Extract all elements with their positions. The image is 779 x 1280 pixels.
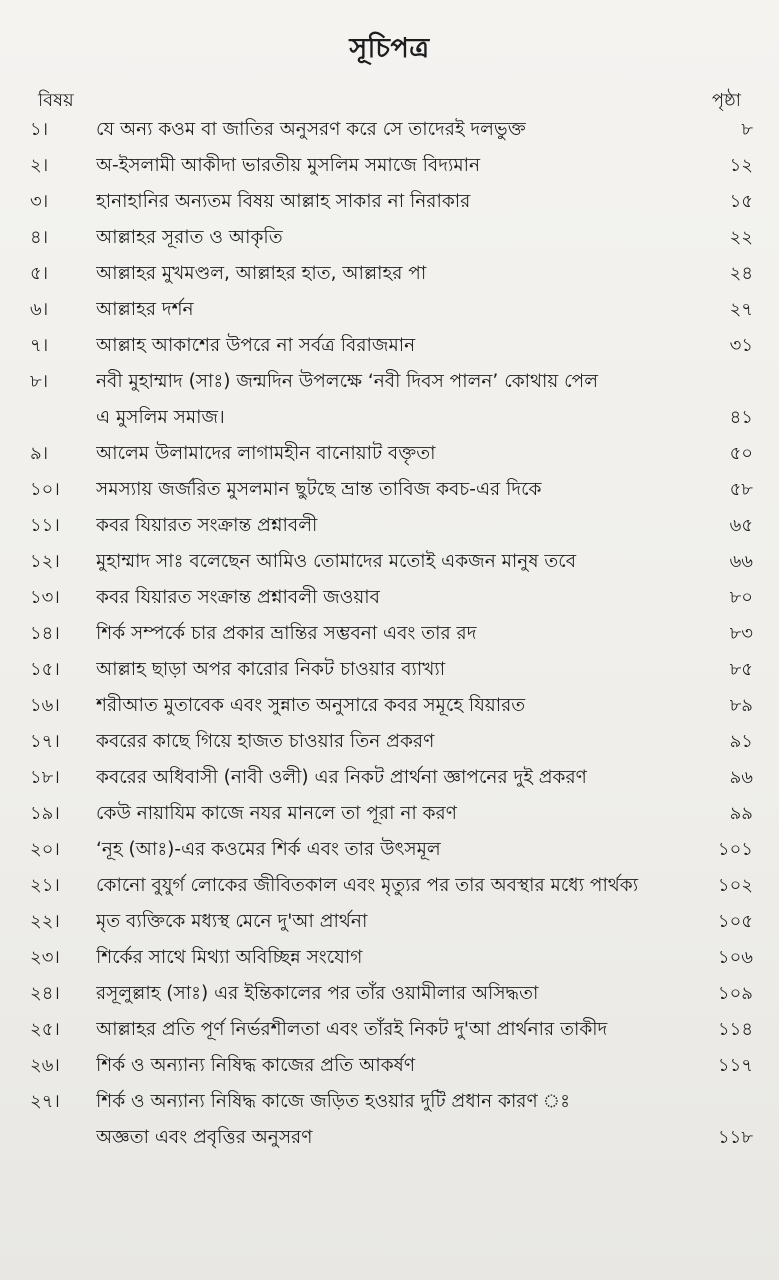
toc-entry-page-number: ৯৯: [729, 803, 753, 824]
toc-entry-title: আল্লাহর সূরাত ও আকৃতি: [96, 227, 283, 248]
toc-entry-page-number: ১০২: [717, 875, 753, 896]
toc-entry-page-number: ১০৫: [717, 911, 753, 932]
toc-entry-title: শরীআত মুতাবেক এবং সুন্নাত অনুসারে কবর সমূহে যিয়ারত: [96, 695, 526, 716]
toc-entry: [0, 472, 779, 508]
toc-entry-page-number: ১১৮: [717, 1127, 753, 1148]
toc-entry: [0, 976, 779, 1012]
toc-entry: [0, 688, 779, 724]
toc-entry: [0, 904, 779, 940]
toc-entry-title: হানাহানির অন্যতম বিষয় আল্লাহ সাকার না নিরাকার: [96, 191, 471, 212]
toc-entry-number: ১৫।: [30, 659, 60, 680]
toc-entry-title-continued: এ মুসলিম সমাজ।: [96, 407, 225, 428]
toc-entry-title: রসূলুল্লাহ (সাঃ) এর ইন্তিকালের পর তাঁর ওয়ামীলার অসিদ্ধতা: [96, 983, 539, 1004]
toc-entry: [0, 148, 779, 184]
toc-entry-page-number: ৪১: [729, 407, 753, 428]
toc-entry: [0, 580, 779, 616]
toc-entry-number: ২১।: [30, 875, 60, 896]
toc-entry-title-continued: অজ্ঞতা এবং প্রবৃত্তির অনুসরণ: [96, 1127, 313, 1148]
toc-entry: [0, 724, 779, 760]
toc-entry: [0, 328, 779, 364]
toc-entry-number: ১৭।: [30, 731, 60, 752]
toc-entry: [0, 364, 779, 436]
toc-entry-page-number: ১০৬: [717, 947, 753, 968]
toc-entry: [0, 112, 779, 148]
toc-entry-page-number: ৮: [741, 119, 753, 140]
toc-entry-number: ২৫।: [30, 1019, 60, 1040]
toc-entry-number: ১৯।: [30, 803, 60, 824]
toc-entry-title: নবী মুহাম্মাদ (সাঃ) জন্মদিন উপলক্ষে ‘নবী দিবস পালন’ কোথায় পেল: [96, 371, 598, 392]
toc-entry-title: অ-ইসলামী আকীদা ভারতীয় মুসলিম সমাজে বিদ্যমান: [96, 155, 480, 176]
toc-entry-page-number: ৩১: [729, 335, 753, 356]
toc-entry: [0, 508, 779, 544]
toc-entry-title: মুহাম্মাদ সাঃ বলেছেন আমিও তোমাদের মতোই একজন মানুষ তবে: [96, 551, 577, 572]
toc-entry-title: সমস্যায় জর্জরিত মুসলমান ছুটছে ভ্রান্ত তাবিজ কবচ-এর দিকে: [96, 479, 542, 500]
toc-entry: [0, 292, 779, 328]
toc-entry-page-number: ১১৭: [717, 1055, 753, 1076]
toc-entry-page-number: ১০৯: [717, 983, 753, 1004]
toc-entry-number: ৫।: [30, 263, 49, 284]
toc-entry-page-number: ১১৪: [717, 1019, 753, 1040]
toc-entry: [0, 1084, 779, 1156]
toc-entry-title: শির্ক ও অন্যান্য নিষিদ্ধ কাজে জড়িত হওয়ার দুটি প্রধান কারণ ঃ: [96, 1091, 570, 1112]
toc-entry-number: ২৬।: [30, 1055, 60, 1076]
toc-entry-title: শির্ক সম্পর্কে চার প্রকার ভ্রান্তির সম্ভবনা এবং তার রদ: [96, 623, 477, 644]
toc-entry-page-number: ২২: [729, 227, 753, 248]
toc-entry-number: ১।: [30, 119, 49, 140]
toc-entry-number: ১৬।: [30, 695, 60, 716]
toc-entry-number: ৯।: [30, 443, 49, 464]
toc-entry-number: ৬।: [30, 299, 49, 320]
toc-entry-title: ‘নূহ (আঃ)-এর কওমের শির্ক এবং তার উৎসমূল: [96, 839, 441, 860]
toc-entry-number: ২৭।: [30, 1091, 60, 1112]
toc-entry: [0, 940, 779, 976]
toc-entry-title: কবরের অধিবাসী (নাবী ওলী) এর নিকট প্রার্থনা জ্ঞাপনের দুই প্রকরণ: [96, 767, 587, 788]
toc-entry: [0, 220, 779, 256]
toc-entry-number: ১৮।: [30, 767, 60, 788]
toc-entry-title: কোনো বুযুর্গ লোকের জীবিতকাল এবং মৃত্যুর পর তার অবস্থার মধ্যে পার্থক্য: [96, 875, 639, 896]
toc-entry-page-number: ৬৫: [729, 515, 753, 536]
column-header-subject: বিষয়: [38, 90, 74, 111]
toc-entry-title: আল্লাহর প্রতি পূর্ণ নির্ভরশীলতা এবং তাঁরই নিকট দু'আ প্রার্থনার তাকীদ: [96, 1019, 608, 1040]
toc-entry-number: ১২।: [30, 551, 60, 572]
toc-entry-title: আল্লাহ ছাড়া অপর কারোর নিকট চাওয়ার ব্যাখ্যা: [96, 659, 446, 680]
toc-entry-title: আল্লাহর দর্শন: [96, 299, 194, 320]
toc-entry: [0, 256, 779, 292]
toc-entry-page-number: ১২: [729, 155, 753, 176]
toc-entry-title: আলেম উলামাদের লাগামহীন বানোয়াট বক্তৃতা: [96, 443, 436, 464]
toc-entry-number: ২০।: [30, 839, 60, 860]
toc-entry-number: ২৩।: [30, 947, 60, 968]
toc-entry-title: যে অন্য কওম বা জাতির অনুসরণ করে সে তাদেরই দলভুক্ত: [96, 119, 526, 140]
toc-entry: [0, 760, 779, 796]
column-header-page: পৃষ্ঠা: [711, 90, 741, 111]
toc-entry-number: ৭।: [30, 335, 49, 356]
toc-entry-title: শির্কের সাথে মিথ্যা অবিচ্ছিন্ন সংযোগ: [96, 947, 363, 968]
toc-entry: [0, 616, 779, 652]
toc-entry-number: ৮।: [30, 371, 49, 392]
page-title: সূচিপত্র: [349, 33, 430, 64]
toc-entry-number: ৩।: [30, 191, 49, 212]
toc-entry-page-number: ২৪: [729, 263, 753, 284]
toc-entry-number: ১১।: [30, 515, 60, 536]
toc-entry: [0, 544, 779, 580]
toc-entry: [0, 652, 779, 688]
toc-entry-number: ২৪।: [30, 983, 60, 1004]
toc-entry-title: আল্লাহর মুখমণ্ডল, আল্লাহর হাত, আল্লাহর পা: [96, 263, 427, 284]
toc-entry-title: কেউ নায়াযিম কাজে নযর মানলে তা পূরা না করণ: [96, 803, 457, 824]
toc-entry-title: মৃত ব্যক্তিকে মধ্যস্থ মেনে দু'আ প্রার্থনা: [96, 911, 368, 932]
toc-entry-title: শির্ক ও অন্যান্য নিষিদ্ধ কাজের প্রতি আকর্ষণ: [96, 1055, 416, 1076]
toc-entry-page-number: ৫০: [729, 443, 753, 464]
toc-entry-page-number: ৮০: [729, 587, 753, 608]
toc-entry-number: ২।: [30, 155, 49, 176]
toc-entry-title: কবরের কাছে গিয়ে হাজত চাওয়ার তিন প্রকরণ: [96, 731, 435, 752]
toc-entry: [0, 1048, 779, 1084]
toc-entry-page-number: ৮৯: [729, 695, 753, 716]
toc-entry-number: ২২।: [30, 911, 60, 932]
toc-entry: [0, 796, 779, 832]
toc-entry-number: ১০।: [30, 479, 60, 500]
toc-entry: [0, 868, 779, 904]
toc-entry-page-number: ৬৬: [729, 551, 753, 572]
toc-entry-page-number: ৯১: [729, 731, 753, 752]
toc-entry-page-number: ২৭: [729, 299, 753, 320]
toc-entry-page-number: ৮৩: [729, 623, 753, 644]
toc-entry-number: ৪।: [30, 227, 49, 248]
toc-entry-number: ১৩।: [30, 587, 60, 608]
toc-entry-title: কবর যিয়ারত সংক্রান্ত প্রশ্নাবলী জওয়াব: [96, 587, 380, 608]
toc-entry-title: কবর যিয়ারত সংক্রান্ত প্রশ্নাবলী: [96, 515, 318, 536]
toc-entry: [0, 184, 779, 220]
toc-entry-title: আল্লাহ আকাশের উপরে না সর্বত্র বিরাজমান: [96, 335, 416, 356]
toc-entry: [0, 1012, 779, 1048]
toc-entry-page-number: ৮৫: [729, 659, 753, 680]
toc-entry-page-number: ৯৬: [729, 767, 753, 788]
toc-entry: [0, 832, 779, 868]
toc-entry-page-number: ৫৮: [729, 479, 753, 500]
toc-entry-number: ১৪।: [30, 623, 60, 644]
toc-entry: [0, 436, 779, 472]
toc-entry-page-number: ১০১: [717, 839, 753, 860]
toc-entry-page-number: ১৫: [729, 191, 753, 212]
